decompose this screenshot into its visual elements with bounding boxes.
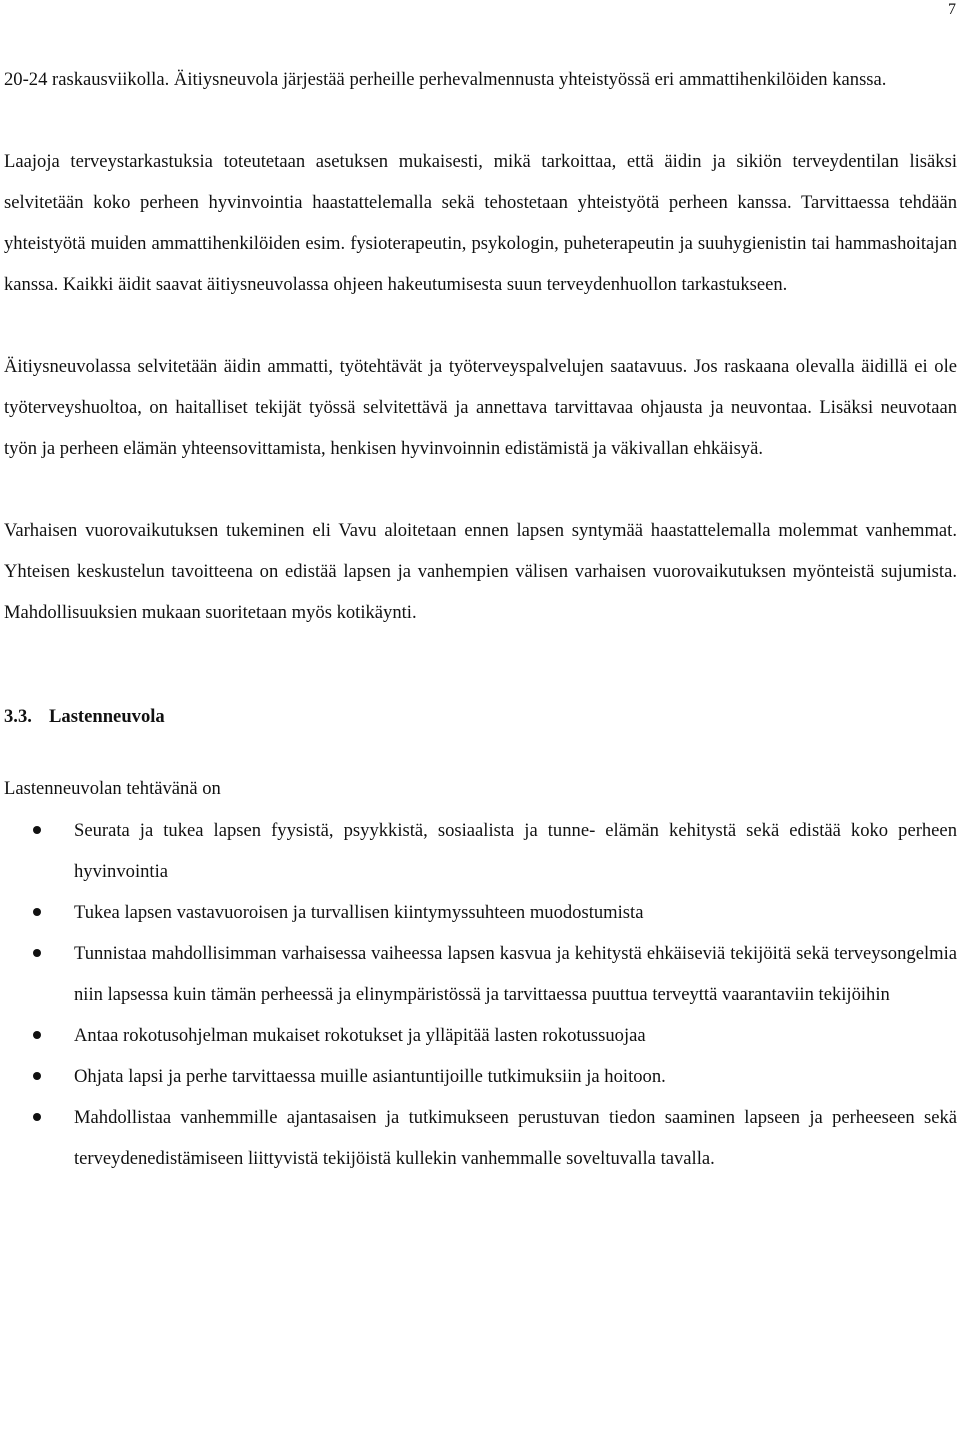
document-body: [4, 59, 957, 1179]
task-list: [4, 810, 957, 1179]
list-item-text: Mahdollistaa vanhemmille ajantasaisen ja tutkimukseen perustuvan tiedon saaminen lapseen ja perheeseen sekä terveydenedistämiseen liittyvistä tekijöistä kullekin vanhemmalle soveltuvalla tavalla.: [74, 1107, 957, 1169]
paragraph-health-checks: Laajoja terveystarkastuksia toteutetaan asetuksen mukaisesti, mikä tarkoittaa, että äidin ja sikiön terveydentilan lisäksi selvitetään koko perheen hyvinvointia haastattelemalla sekä tehostetaan yhteistyötä perheen kanssa. Tarvittaessa tehdään yhteistyötä muiden ammattihenkilöiden esim. fysioterapeutin, psykologin, puheterapeutin ja suuhygienistin tai hammashoitajan kanssa. Kaikki äidit saavat äitiysneuvolassa ohjeen hakeutumisesta suun terveydenhuollon tarkastukseen.: [4, 151, 957, 295]
bullet-icon: [33, 1072, 41, 1080]
bullet-icon: [33, 908, 41, 916]
list-item: [4, 892, 957, 933]
paragraph-early-interaction: Varhaisen vuorovaikutuksen tukeminen eli Vavu aloitetaan ennen lapsen syntymää haastattelemalla molemmat vanhemmat. Yhteisen keskustelun tavoitteena on edistää lapsen ja vanhempien välisen varhaisen vuorovaikutuksen myönteistä sujumista. Mahdollisuuksien mukaan suoritetaan myös kotikäynti.: [4, 520, 957, 623]
bullet-icon: [33, 1031, 41, 1039]
paragraph-occupational-health: Äitiysneuvolassa selvitetään äidin ammatti, työtehtävät ja työterveyspalvelujen saatavuus. Jos raskaana olevalla äidillä ei ole työterveyshuoltoa, on haitalliset tekijät työssä selvitettävä ja annettava tarvittavaa ohjausta ja neuvontaa. Lisäksi neuvotaan työn ja perheen elämän yhteensovittamista, henkisen hyvinvoinnin edistämistä ja väkivallan ehkäisyä.: [4, 356, 957, 459]
bullet-icon: [33, 826, 41, 834]
section-number: 3.3.: [4, 706, 32, 727]
list-item-text: Seurata ja tukea lapsen fyysistä, psyykkistä, sosiaalista ja tunne- elämän kehitystä sekä edistää koko perheen hyvinvointia: [74, 820, 957, 882]
list-item: [4, 1015, 957, 1056]
section-title: Lastenneuvola: [49, 706, 165, 727]
list-item-text: Tunnistaa mahdollisimman varhaisessa vaiheessa lapsen kasvua ja kehitystä ehkäiseviä tekijöitä sekä terveysongelmia niin lapsessa kuin tämän perheessä ja elinympäristössä ja tarvittaessa puuttua terveyttä vaarantaviin tekijöihin: [74, 943, 957, 1005]
section-heading: [4, 696, 957, 737]
list-item-text: Tukea lapsen vastavuoroisen ja turvallisen kiintymyssuhteen muodostumista: [74, 902, 644, 923]
bullet-icon: [33, 1113, 41, 1121]
bullet-icon: [33, 949, 41, 957]
paragraph-continuation: 20-24 raskausviikolla. Äitiysneuvola järjestää perheille perhevalmennusta yhteistyössä eri ammattihenkilöiden kanssa.: [4, 69, 887, 90]
section-intro: Lastenneuvolan tehtävänä on: [4, 778, 221, 799]
list-item: [4, 810, 957, 892]
list-item: [4, 933, 957, 1015]
page-number: 7: [948, 1, 956, 18]
list-item: [4, 1056, 957, 1097]
list-item: [4, 1097, 957, 1179]
list-item-text: Antaa rokotusohjelman mukaiset rokotukset ja ylläpitää lasten rokotussuojaa: [74, 1025, 646, 1046]
list-item-text: Ohjata lapsi ja perhe tarvittaessa muille asiantuntijoille tutkimuksiin ja hoitoon.: [74, 1066, 666, 1087]
